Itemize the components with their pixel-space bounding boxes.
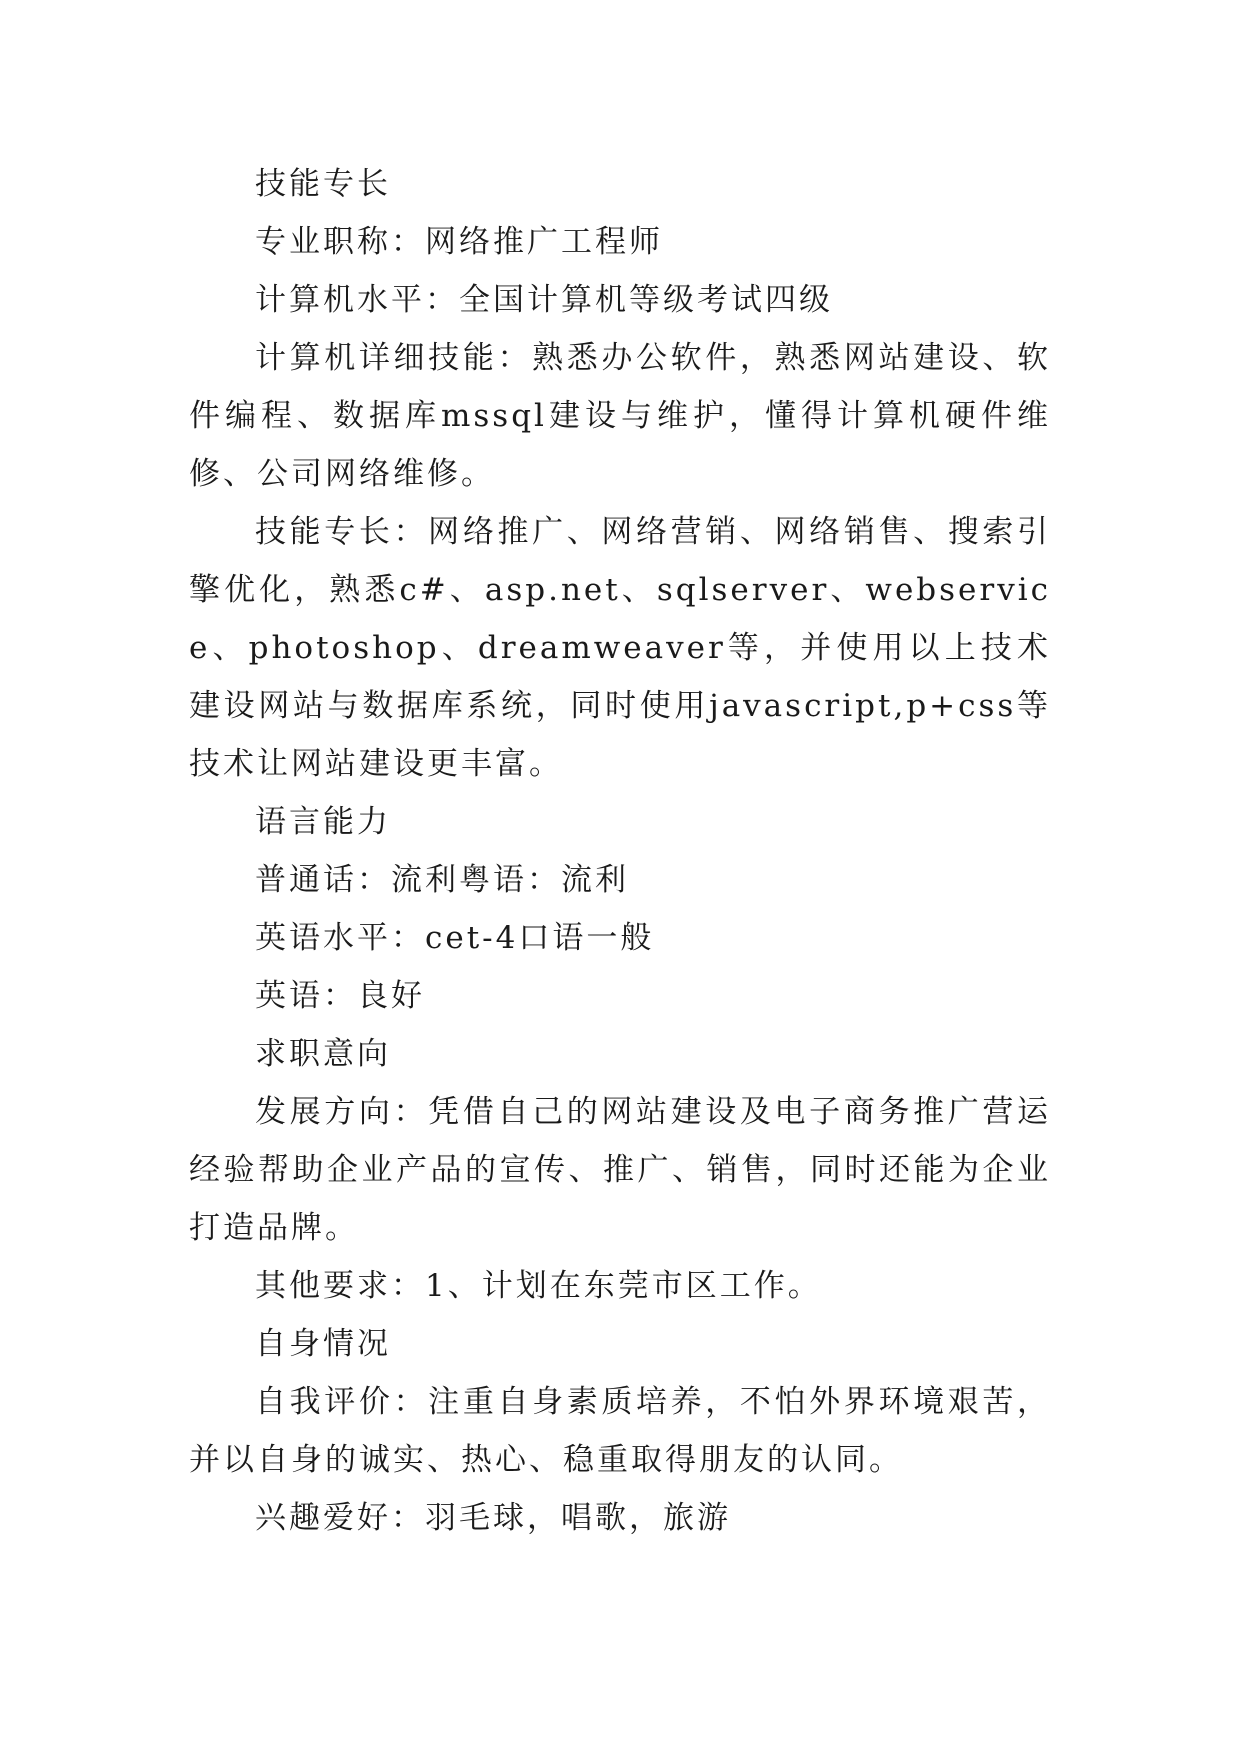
computer-level: 计算机水平：全国计算机等级考试四级 [255,282,833,318]
computer-skills-detail: 计算机详细技能：熟悉办公软件，熟悉网站建设、软件编程、数据库mssql建设与维护，懂得计算机硬件维修、公司网络维修。 [189,340,1051,492]
professional-title: 专业职称：网络推广工程师 [255,224,663,260]
career-direction: 发展方向：凭借自己的网站建设及电子商务推广营运经验帮助企业产品的宣传、推广、销售，同时还能为企业打造品牌。 [189,1094,1051,1246]
hobbies: 兴趣爱好：羽毛球，唱歌，旅游 [255,1500,731,1536]
skills-specialty: 技能专长：网络推广、网络营销、网络销售、搜索引擎优化，熟悉c#、asp.net、sqlserver、webservice、photoshop、dreamweaver等，并使用以上技术建设网站与数据库系统，同时使用javascript,p+css等技术让网站建设更丰富。 [189,514,1051,782]
section-heading-self: 自身情况 [255,1326,391,1362]
other-requirements: 其他要求：1、计划在东莞市区工作。 [255,1268,822,1304]
section-heading-language: 语言能力 [255,804,391,840]
section-heading-job-intention: 求职意向 [255,1036,391,1072]
self-evaluation: 自我评价：注重自身素质培养，不怕外界环境艰苦，并以自身的诚实、热心、稳重取得朋友的认同。 [189,1384,1051,1478]
english: 英语：良好 [255,978,425,1014]
section-heading-skills: 技能专长 [255,166,391,202]
mandarin-cantonese: 普通话：流利粤语：流利 [255,862,629,898]
english-level: 英语水平：cet-4口语一般 [255,920,655,956]
document-body [189,155,1051,1547]
